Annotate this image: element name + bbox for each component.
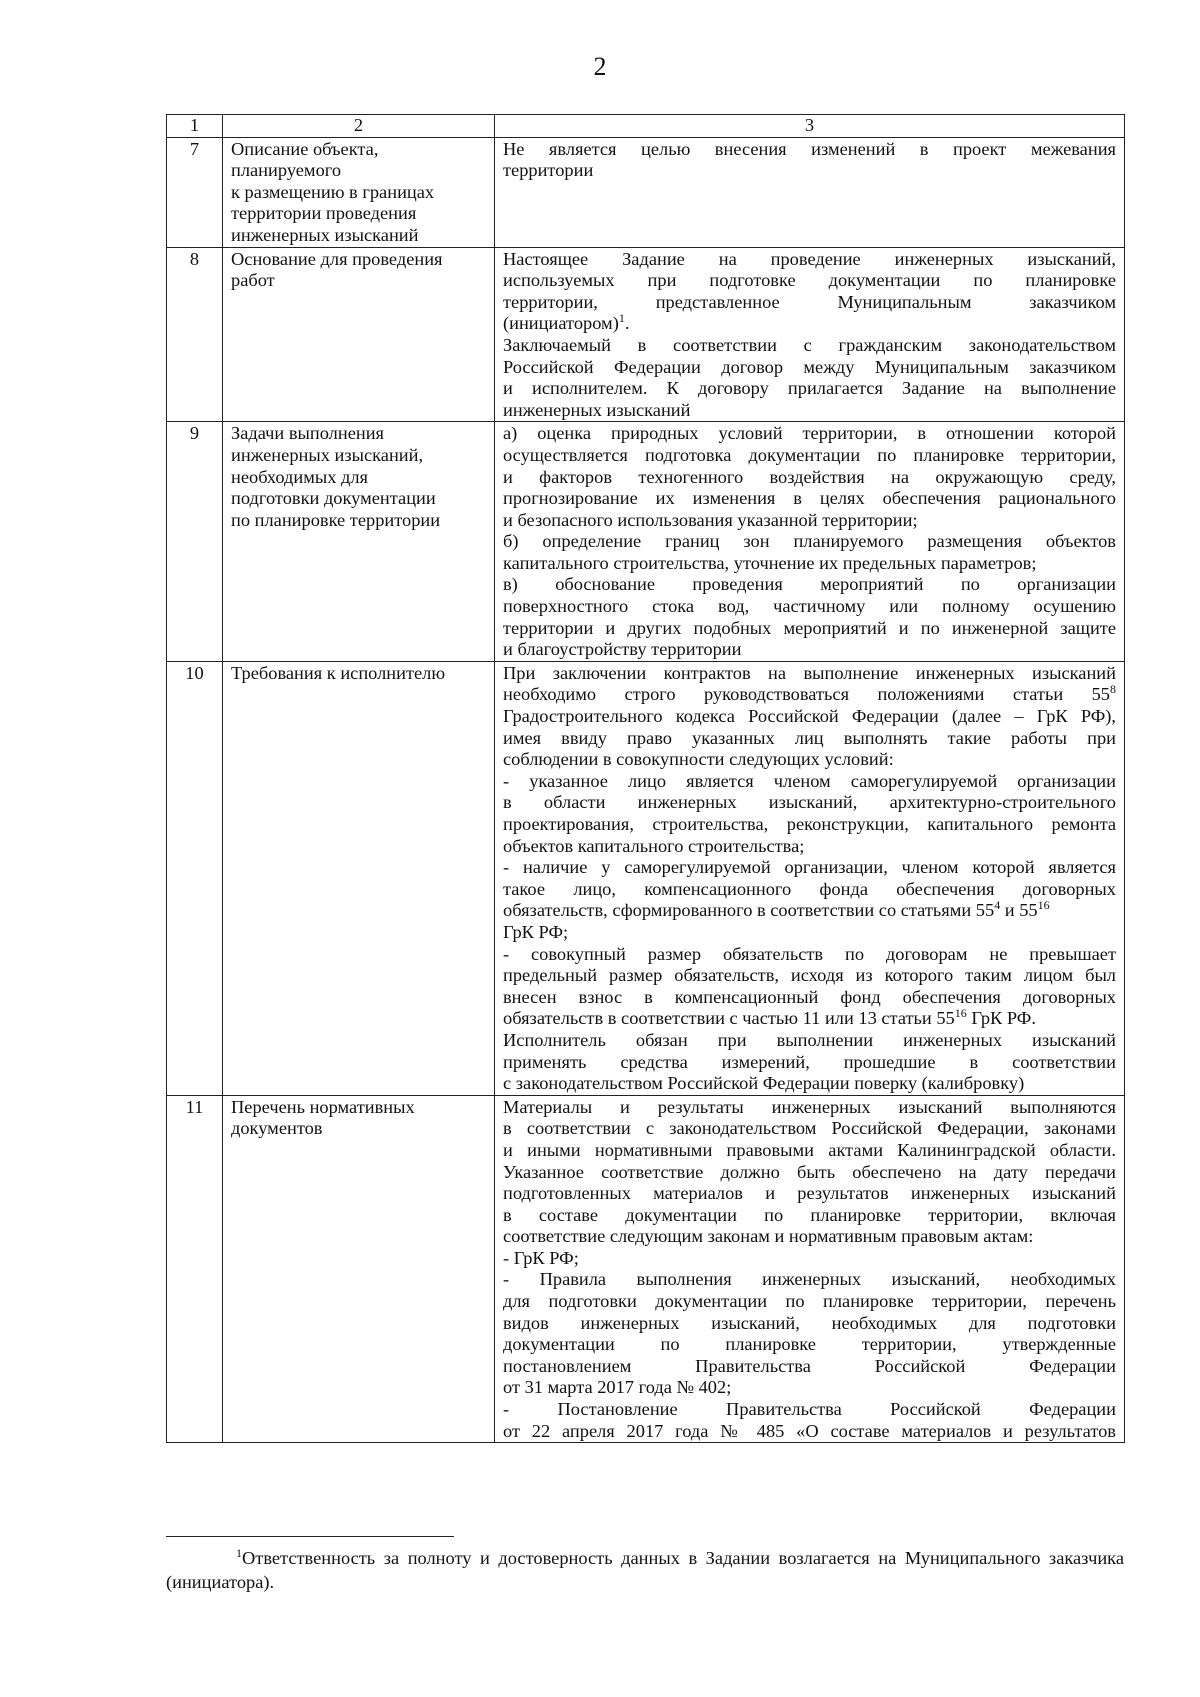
- content-text: соответствие следующим законам и нормативным правовым актам:: [503, 1226, 1034, 1247]
- content-line: [503, 1313, 1116, 1335]
- content-text: имея ввиду право указанных лиц выполнять такие работы при: [503, 727, 1116, 748]
- content-line: [503, 531, 1116, 553]
- content-line: [503, 1140, 1116, 1162]
- content-line: [503, 510, 1116, 532]
- content-line: [503, 1334, 1116, 1356]
- content-text: и иными нормативными правовыми актами Калининградской области.: [503, 1139, 1116, 1160]
- row-title: [223, 137, 495, 247]
- content-text: территории, представленное Муниципальным заказчиком: [503, 291, 1116, 312]
- content-text: в составе документации по планировке территории, включая: [503, 1204, 1116, 1225]
- table-row: [167, 422, 1125, 662]
- content-line: [503, 1097, 1116, 1119]
- page-number: 2: [593, 52, 607, 81]
- superscript: 8: [1110, 682, 1116, 697]
- content-line: [503, 1226, 1116, 1248]
- content-line: [503, 836, 1116, 858]
- content-text: постановлением Правительства Российской Федерации: [503, 1355, 1116, 1376]
- content-text: необходимо строго руководствоваться положениями статьи 55: [503, 684, 1110, 705]
- content-line: [503, 445, 1116, 467]
- superscript: 16: [954, 1006, 967, 1021]
- footnote: [166, 1546, 1124, 1594]
- content-text: для подготовки документации по планировке территории, перечень: [503, 1291, 1116, 1312]
- row-title: [223, 247, 495, 422]
- row-title-line: планируемого: [231, 160, 342, 181]
- content-text: предельный размер обязательств, исходя из которого таким лицом был: [503, 965, 1116, 986]
- content-text: внесен взнос в компенсационный фонд обеспечения договорных: [503, 986, 1116, 1007]
- content-line: [503, 663, 1116, 685]
- table-row: [167, 137, 1125, 247]
- row-number: 11: [167, 1095, 223, 1443]
- content-line: [503, 553, 1116, 575]
- content-line: [503, 618, 1116, 640]
- content-line: [503, 139, 1116, 161]
- content-line: [503, 879, 1116, 901]
- content-text: Градостроительного кодекса Российской Федерации (далее – ГрК РФ),: [503, 706, 1116, 727]
- content-text: Заключаемый в соответствии с гражданским законодательством: [503, 334, 1116, 355]
- row-title: [223, 661, 495, 1095]
- content-line: [503, 1008, 1116, 1030]
- content-text: применять средства измерений, прошедшие в соответствии: [503, 1051, 1116, 1072]
- superscript: 4: [994, 898, 1001, 913]
- row-title-line: по планировке территории: [231, 509, 441, 530]
- content-text: от 31 марта 2017 года № 402;: [503, 1377, 732, 1398]
- content-line: [503, 1162, 1116, 1184]
- row-title-line: Задачи выполнения: [231, 423, 385, 444]
- content-text: капитального строительства, уточнение их предельных параметров;: [503, 552, 1037, 573]
- content-line: [503, 488, 1116, 510]
- content-text: территории и других подобных мероприятий и по инженерной защите: [503, 617, 1116, 638]
- content-text: Указанное соответствие должно быть обеспечено на дату передачи: [503, 1161, 1116, 1182]
- content-text: - Постановление Правительства Российской Федерации: [503, 1399, 1116, 1420]
- content-text: и безопасного использования указанной территории;: [503, 509, 918, 530]
- row-number: 9: [167, 422, 223, 662]
- content-line: [503, 965, 1116, 987]
- content-line: [503, 292, 1116, 314]
- content-text: такое лицо, компенсационного фонда обеспечения договорных: [503, 878, 1116, 899]
- content-line: [503, 728, 1116, 750]
- content-text: Российской Федерации договор между Муниципальным заказчиком: [503, 356, 1116, 377]
- table-row: [167, 1095, 1125, 1443]
- content-line: [503, 1377, 1116, 1399]
- row-number: 7: [167, 137, 223, 247]
- content-text-after: ГрК РФ.: [966, 1008, 1036, 1029]
- row-title-line: Описание объекта,: [231, 138, 379, 159]
- content-line: [503, 1248, 1116, 1270]
- content-text: прогнозирование их изменения в целях обеспечения рационального: [503, 488, 1116, 509]
- content-line: [503, 857, 1116, 879]
- content-text: и исполнителем. К договору прилагается Задание на выполнение: [503, 378, 1116, 399]
- content-text: При заключении контрактов на выполнение инженерных изысканий: [503, 662, 1116, 683]
- content-line: [503, 270, 1116, 292]
- content-line: [503, 792, 1116, 814]
- row-number: 8: [167, 247, 223, 422]
- row-title-line: документов: [231, 1118, 323, 1139]
- content-line: [503, 684, 1116, 706]
- row-title-line: подготовки документации: [231, 488, 436, 509]
- row-content: [495, 137, 1125, 247]
- content-line: [503, 1291, 1116, 1313]
- content-line: [503, 1269, 1116, 1291]
- content-text: Исполнитель обязан при выполнении инженерных изысканий: [503, 1029, 1116, 1050]
- content-text: с законодательством Российской Федерации поверку (калибровку): [503, 1073, 1025, 1094]
- content-line: [503, 160, 1116, 182]
- table-row: [167, 247, 1125, 422]
- content-text: Не является целью внесения изменений в проект межевания: [503, 138, 1116, 159]
- content-text: а) оценка природных условий территории, в отношении которой: [503, 423, 1116, 444]
- content-text: документации по планировке территории, утвержденные: [503, 1334, 1116, 1355]
- content-text: (инициатором): [503, 313, 619, 334]
- content-text: от 22 апреля 2017 года № 485 «О составе материалов и результатов: [503, 1420, 1116, 1441]
- content-text: обязательств в соответствии с частью 11 или 13 статьи 55: [503, 1008, 955, 1029]
- content-text: осуществляется подготовка документации по планировке территории,: [503, 444, 1116, 465]
- row-content: [495, 247, 1125, 422]
- content-line: [503, 574, 1116, 596]
- content-text: и факторов техногенного воздействия на окружающую среду,: [503, 466, 1116, 487]
- row-content: [495, 661, 1125, 1095]
- content-line: [503, 900, 1116, 922]
- content-text: и благоустройству территории: [503, 639, 742, 660]
- content-text: соблюдении в совокупности следующих условий:: [503, 749, 894, 770]
- row-title-line: работ: [231, 270, 275, 291]
- content-line: [503, 1421, 1116, 1443]
- row-title: [223, 422, 495, 662]
- header-col-3: 3: [495, 115, 1125, 138]
- content-line: [503, 706, 1116, 728]
- row-title-line: к размещению в границах: [231, 181, 435, 202]
- content-line: [503, 378, 1116, 400]
- content-text-after: и 55: [1000, 900, 1038, 921]
- footnote-text: Ответственность за полноту и достоверность данных в Задании возлагается на Муниципального заказчика (инициатора).: [166, 1548, 1124, 1592]
- content-line: [503, 944, 1116, 966]
- row-title: [223, 1095, 495, 1443]
- header-col-1: 1: [167, 115, 223, 138]
- row-content: [495, 1095, 1125, 1443]
- content-text: - указанное лицо является членом саморегулируемой организации: [503, 770, 1116, 791]
- superscript: 16: [1037, 898, 1050, 913]
- content-line: [503, 1356, 1116, 1378]
- table-row: [167, 661, 1125, 1095]
- row-title-line: территории проведения: [231, 203, 417, 224]
- content-line: [503, 249, 1116, 271]
- content-line: [503, 749, 1116, 771]
- content-text: - совокупный размер обязательств по договорам не превышает: [503, 943, 1116, 964]
- table-header-row: [167, 115, 1125, 138]
- requirements-table: [166, 114, 1125, 1443]
- content-line: [503, 596, 1116, 618]
- content-text: территории: [503, 160, 594, 181]
- content-text: подготовленных материалов и результатов инженерных изысканий: [503, 1183, 1116, 1204]
- content-line: [503, 335, 1116, 357]
- row-content: [495, 422, 1125, 662]
- content-line: [503, 922, 1116, 944]
- content-text: инженерных изысканий: [503, 399, 691, 420]
- content-text: ГрК РФ;: [503, 921, 569, 942]
- content-text: - ГрК РФ;: [503, 1247, 579, 1268]
- row-title-line: инженерных изысканий,: [231, 444, 424, 465]
- content-line: [503, 1183, 1116, 1205]
- content-line: [503, 1030, 1116, 1052]
- row-title-line: Требования к исполнителю: [231, 662, 446, 683]
- content-text: - наличие у саморегулируемой организации, членом которой является: [503, 857, 1116, 878]
- content-line: [503, 1118, 1116, 1140]
- content-text: используемых при подготовке документации по планировке: [503, 270, 1116, 291]
- row-title-line: Перечень нормативных: [231, 1096, 415, 1117]
- content-text: в области инженерных изысканий, архитектурно-строительного: [503, 792, 1116, 813]
- content-text: - Правила выполнения инженерных изысканий, необходимых: [503, 1269, 1116, 1290]
- content-line: [503, 1073, 1116, 1095]
- content-line: [503, 313, 1116, 335]
- content-line: [503, 423, 1116, 445]
- header-col-2: 2: [223, 115, 495, 138]
- content-line: [503, 814, 1116, 836]
- footnote-marker: 1: [236, 1546, 242, 1560]
- content-line: [503, 1399, 1116, 1421]
- content-line: [503, 771, 1116, 793]
- content-line: [503, 987, 1116, 1009]
- row-title-line: необходимых для: [231, 466, 368, 487]
- content-line: [503, 357, 1116, 379]
- content-text: поверхностного стока вод, частичному или полному осушению: [503, 596, 1116, 617]
- row-title-line: Основание для проведения: [231, 248, 443, 269]
- content-line: [503, 1205, 1116, 1227]
- content-text: обязательств, сформированного в соответствии со статьями 55: [503, 900, 995, 921]
- content-text: видов инженерных изысканий, необходимых для подготовки: [503, 1312, 1116, 1333]
- content-text: Материалы и результаты инженерных изысканий выполняются: [503, 1096, 1116, 1117]
- superscript: 1: [618, 311, 625, 326]
- content-text: проектирования, строительства, реконструкции, капитального ремонта: [503, 814, 1116, 834]
- content-text: Настоящее Задание на проведение инженерных изысканий,: [503, 248, 1116, 269]
- content-text: в) обоснование проведения мероприятий по организации: [503, 574, 1116, 595]
- content-text: б) определение границ зон планируемого размещения объектов: [503, 531, 1116, 552]
- footnote-divider: [166, 1536, 454, 1537]
- content-line: [503, 639, 1116, 661]
- content-text-after: .: [624, 313, 630, 334]
- row-title-line: инженерных изысканий: [231, 224, 419, 245]
- row-number: 10: [167, 661, 223, 1095]
- content-line: [503, 400, 1116, 422]
- content-line: [503, 1052, 1116, 1074]
- content-line: [503, 467, 1116, 489]
- content-text: в соответствии с законодательством Российской Федерации, законами: [503, 1118, 1116, 1139]
- content-text: объектов капитального строительства;: [503, 835, 805, 856]
